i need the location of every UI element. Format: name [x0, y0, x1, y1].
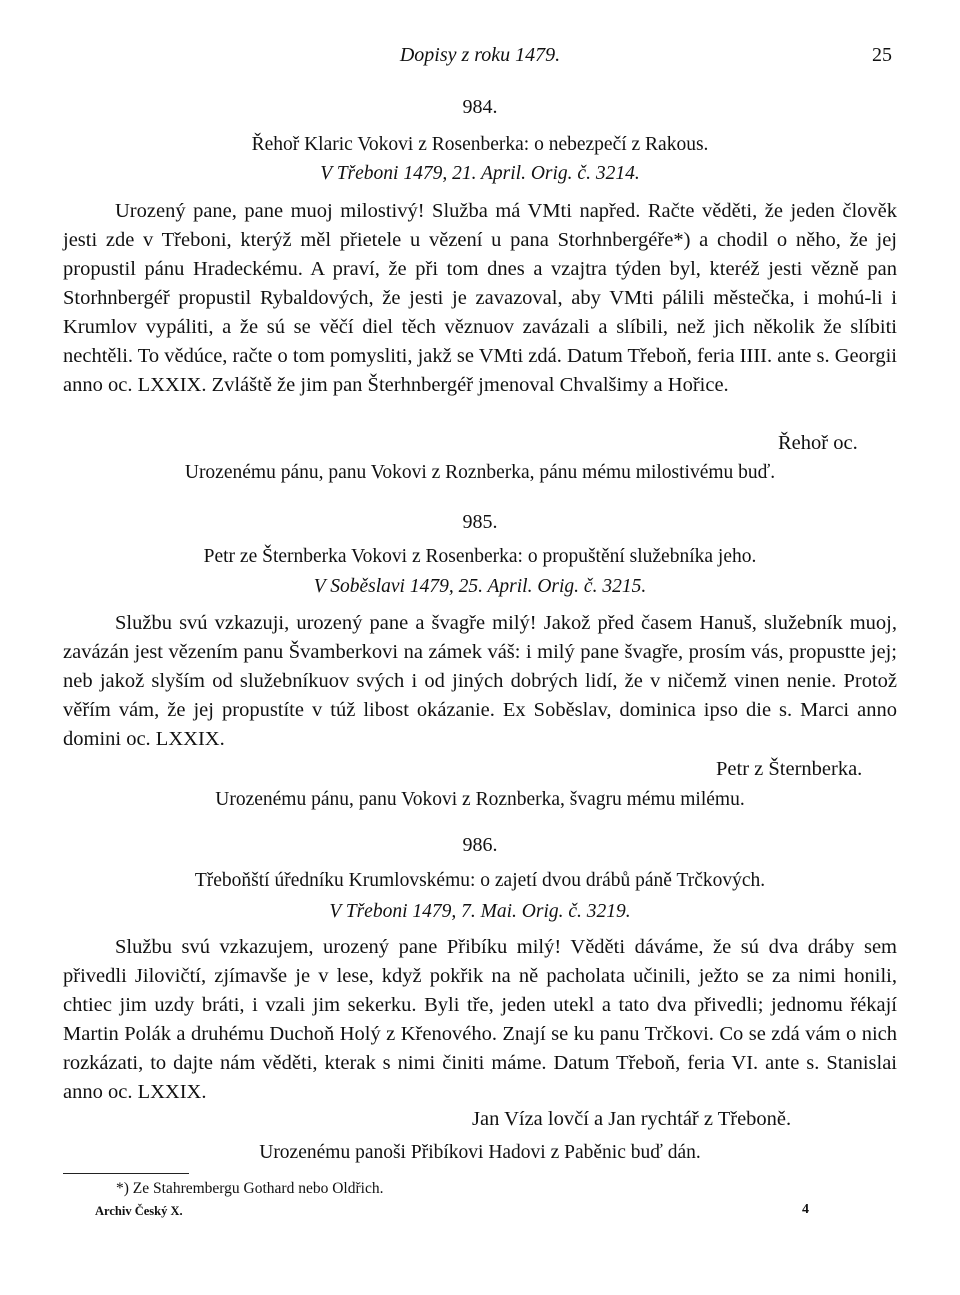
entry-source: V Třeboni 1479, 7. Mai. Orig. č. 3219.: [329, 901, 631, 922]
entry-signature: Petr z Šternberka.: [716, 758, 863, 780]
entry-heading: Třeboňští úředníku Krumlovskému: o zajetí dvou drábů páně Trčkových.: [194, 870, 766, 891]
entry-address: Urozenému panoši Přibíkovi Hadovi z Paběnic buď dán.: [259, 1142, 701, 1163]
entry-body: Urozený pane, pane muoj milostivý! Služba má VMti napřed. Račte věděti, že jeden člověk jesti zde v Třeboni, kterýž měl přietele u vězení u pana Storhnbergéře*) a chodil o něho, že jej propustil pánu Hradeckému. A praví, že při tom dnes a vzajtra týden byl, kteréž jesti vězně pan Storhnbergéř propustil Rybaldových, že jesti je zavazoval, aby VMti pálili městečka, i mohú-li i Krumlov vypáliti, a že sú se věčí diel těch věznuov zavázali a slíbili, než jich několik že slíbiti nechtěli. To vědúce, račte o tom pomysliti, jakž se VMti zdá. Datum Třeboň, feria IIII. ante s. Georgii anno oc. LXXIX. Zvláště že jim pan Šterhnbergéř jmenoval Chvalšimy a Hořice.: [63, 200, 897, 396]
entry-signature: Řehoř oc.: [778, 432, 858, 454]
entry-signature: Jan Víza lovčí a Jan rychtář z Třeboně.: [472, 1108, 792, 1130]
footer-signature-mark: 4: [802, 1202, 809, 1217]
entry-body: Službu svú vzkazuji, urozený pane a švagře milý! Jakož před časem Hanuš, služebník muoj, zavázán jest vězením panu Švamberkovi na zámek váš: i milý pane švagře, prosím vás, propustte jej; neb jakož slyším od služebníkuov svých i od jiných dobrých lidí, že v ničemž vinen nenie. Protož věřím vám, že jej propustíte v túž libost okázanie. Ex Soběslav, dominica ipso die s. Marci anno domini oc. LXXIX.: [63, 612, 897, 750]
entry-heading: Petr ze Šternberka Vokovi z Rosenberka: o propuštění služebníka jeho.: [203, 546, 757, 567]
running-header-title: Dopisy z roku 1479.: [399, 44, 561, 66]
entry-address: Urozenému pánu, panu Vokovi z Roznberka, švagru mému milému.: [215, 789, 745, 810]
entry-source: V Třeboni 1479, 21. April. Orig. č. 3214.: [320, 163, 640, 184]
entry-number: 986.: [462, 834, 498, 856]
footer-archive-label: Archiv Český X.: [95, 1204, 183, 1218]
entry-number: 985.: [462, 511, 498, 533]
entry-body: Službu svú vzkazujem, urozený pane Přibíku milý! Věděti dáváme, že sú dva dráby sem přivedli Jilovičtí, zjímavše je v lese, když pokřik na ně pacholata učinili, ježto se za nimi honili, chtiec jim uzdy bráti, i vzali jim sekerku. Byli tře, jeden utekl a tato dva přivedli; jednomu řékají Martin Polák a druhému Duchoň Holý z Křenového. Znají se ku panu Trčkovi. Co se zdá vám o nich rozkázati, to dajte nám věděti, kterak s nimi činiti máme. Datum Třeboň, feria VI. ante s. Stanislai anno oc. LXXIX.: [63, 936, 897, 1103]
footnote-rule: [63, 1173, 189, 1174]
entry-number: 984.: [462, 96, 498, 118]
page-number: 25: [872, 44, 892, 66]
entry-heading: Řehoř Klaric Vokovi z Rosenberka: o nebezpečí z Rakous.: [251, 134, 709, 155]
entry-address: Urozenému pánu, panu Vokovi z Roznberka, pánu mému milostivému buď.: [184, 462, 776, 483]
footnote: *) Ze Stahrembergu Gothard nebo Oldřich.: [116, 1180, 384, 1197]
entry-source: V Soběslavi 1479, 25. April. Orig. č. 3215.: [313, 576, 647, 597]
